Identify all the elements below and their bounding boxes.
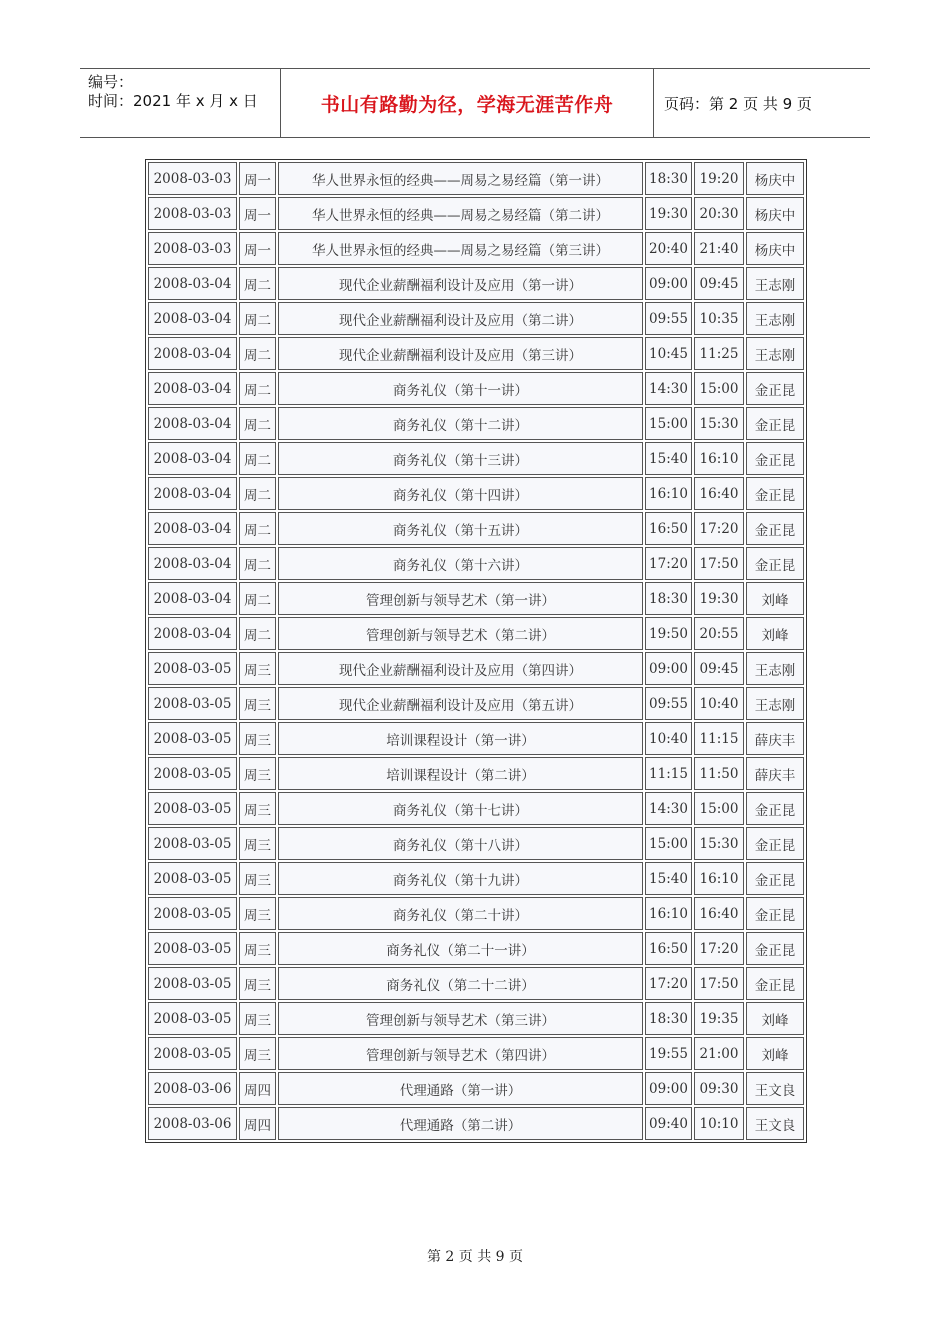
end-time-cell: 16:10	[694, 862, 744, 895]
course-title-cell: 代理通路（第一讲）	[278, 1072, 643, 1105]
teacher-cell: 刘峰	[746, 1002, 804, 1035]
header-page-info: 页码：第 2 页 共 9 页	[664, 94, 812, 113]
start-time-cell: 09:55	[645, 302, 692, 335]
teacher-cell: 刘峰	[746, 582, 804, 615]
date-cell: 2008-03-05	[148, 897, 237, 930]
start-time-cell: 20:40	[645, 232, 692, 265]
date-cell: 2008-03-05	[148, 687, 237, 720]
date-cell: 2008-03-04	[148, 617, 237, 650]
teacher-cell: 金正昆	[746, 477, 804, 510]
table-row	[148, 967, 804, 1000]
start-time-cell: 18:30	[645, 582, 692, 615]
course-title-cell: 培训课程设计（第二讲）	[278, 757, 643, 790]
table-row	[148, 442, 804, 475]
weekday-cell: 周三	[239, 932, 276, 965]
table-row	[148, 932, 804, 965]
start-time-cell: 09:40	[645, 1107, 692, 1140]
end-time-cell: 15:30	[694, 827, 744, 860]
date-cell: 2008-03-05	[148, 722, 237, 755]
date-cell: 2008-03-03	[148, 162, 237, 195]
date-cell: 2008-03-05	[148, 967, 237, 1000]
course-title-cell: 商务礼仪（第十八讲）	[278, 827, 643, 860]
start-time-cell: 17:20	[645, 967, 692, 1000]
course-title-cell: 管理创新与领导艺术（第二讲）	[278, 617, 643, 650]
date-cell: 2008-03-04	[148, 372, 237, 405]
weekday-cell: 周二	[239, 302, 276, 335]
weekday-cell: 周三	[239, 652, 276, 685]
course-title-cell: 现代企业薪酬福利设计及应用（第二讲）	[278, 302, 643, 335]
table-row	[148, 197, 804, 230]
table-row	[148, 337, 804, 370]
start-time-cell: 09:00	[645, 652, 692, 685]
table-row	[148, 512, 804, 545]
teacher-cell: 王志刚	[746, 652, 804, 685]
start-time-cell: 18:30	[645, 1002, 692, 1035]
table-row	[148, 1002, 804, 1035]
course-title-cell: 商务礼仪（第十四讲）	[278, 477, 643, 510]
start-time-cell: 09:55	[645, 687, 692, 720]
weekday-cell: 周二	[239, 477, 276, 510]
date-cell: 2008-03-04	[148, 547, 237, 580]
end-time-cell: 09:45	[694, 267, 744, 300]
table-row	[148, 267, 804, 300]
start-time-cell: 17:20	[645, 547, 692, 580]
teacher-cell: 金正昆	[746, 862, 804, 895]
end-time-cell: 19:30	[694, 582, 744, 615]
teacher-cell: 金正昆	[746, 372, 804, 405]
document-time-label: 时间：2021 年 x 月 x 日	[88, 92, 258, 110]
start-time-cell: 16:50	[645, 512, 692, 545]
course-title-cell: 商务礼仪（第十五讲）	[278, 512, 643, 545]
table-row	[148, 1072, 804, 1105]
date-cell: 2008-03-05	[148, 757, 237, 790]
teacher-cell: 薛庆丰	[746, 722, 804, 755]
date-cell: 2008-03-04	[148, 582, 237, 615]
weekday-cell: 周三	[239, 792, 276, 825]
end-time-cell: 17:50	[694, 547, 744, 580]
weekday-cell: 周一	[239, 162, 276, 195]
footer-page-number: 第 2 页 共 9 页	[426, 1249, 524, 1265]
teacher-cell: 王志刚	[746, 687, 804, 720]
end-time-cell: 16:40	[694, 477, 744, 510]
date-cell: 2008-03-04	[148, 407, 237, 440]
course-title-cell: 现代企业薪酬福利设计及应用（第三讲）	[278, 337, 643, 370]
end-time-cell: 15:00	[694, 792, 744, 825]
course-title-cell: 商务礼仪（第十九讲）	[278, 862, 643, 895]
teacher-cell: 刘峰	[746, 617, 804, 650]
course-title-cell: 华人世界永恒的经典——周易之易经篇（第一讲）	[278, 162, 643, 195]
course-title-cell: 商务礼仪（第十七讲）	[278, 792, 643, 825]
page-footer	[0, 1246, 950, 1266]
start-time-cell: 11:15	[645, 757, 692, 790]
teacher-cell: 金正昆	[746, 897, 804, 930]
course-title-cell: 现代企业薪酬福利设计及应用（第一讲）	[278, 267, 643, 300]
teacher-cell: 金正昆	[746, 792, 804, 825]
teacher-cell: 金正昆	[746, 932, 804, 965]
date-cell: 2008-03-04	[148, 442, 237, 475]
table-row	[148, 827, 804, 860]
table-row	[148, 1037, 804, 1070]
start-time-cell: 10:45	[645, 337, 692, 370]
weekday-cell: 周三	[239, 967, 276, 1000]
weekday-cell: 周二	[239, 407, 276, 440]
start-time-cell: 18:30	[645, 162, 692, 195]
start-time-cell: 16:10	[645, 477, 692, 510]
teacher-cell: 王志刚	[746, 267, 804, 300]
end-time-cell: 15:30	[694, 407, 744, 440]
course-title-cell: 商务礼仪（第十一讲）	[278, 372, 643, 405]
course-title-cell: 商务礼仪（第二十讲）	[278, 897, 643, 930]
weekday-cell: 周三	[239, 1002, 276, 1035]
end-time-cell: 10:40	[694, 687, 744, 720]
start-time-cell: 19:55	[645, 1037, 692, 1070]
course-title-cell: 商务礼仪（第十三讲）	[278, 442, 643, 475]
end-time-cell: 11:25	[694, 337, 744, 370]
weekday-cell: 周二	[239, 512, 276, 545]
course-schedule-table	[145, 159, 807, 1143]
table-row	[148, 582, 804, 615]
teacher-cell: 金正昆	[746, 967, 804, 1000]
weekday-cell: 周三	[239, 687, 276, 720]
start-time-cell: 10:40	[645, 722, 692, 755]
weekday-cell: 周二	[239, 617, 276, 650]
start-time-cell: 15:40	[645, 862, 692, 895]
teacher-cell: 薛庆丰	[746, 757, 804, 790]
course-title-cell: 现代企业薪酬福利设计及应用（第四讲）	[278, 652, 643, 685]
weekday-cell: 周四	[239, 1107, 276, 1140]
teacher-cell: 王志刚	[746, 337, 804, 370]
start-time-cell: 14:30	[645, 792, 692, 825]
end-time-cell: 09:30	[694, 1072, 744, 1105]
table-row	[148, 652, 804, 685]
end-time-cell: 16:10	[694, 442, 744, 475]
weekday-cell: 周三	[239, 862, 276, 895]
date-cell: 2008-03-05	[148, 827, 237, 860]
course-title-cell: 商务礼仪（第十六讲）	[278, 547, 643, 580]
weekday-cell: 周二	[239, 442, 276, 475]
end-time-cell: 17:50	[694, 967, 744, 1000]
course-title-cell: 华人世界永恒的经典——周易之易经篇（第三讲）	[278, 232, 643, 265]
end-time-cell: 11:15	[694, 722, 744, 755]
weekday-cell: 周二	[239, 372, 276, 405]
course-title-cell: 商务礼仪（第二十一讲）	[278, 932, 643, 965]
teacher-cell: 金正昆	[746, 547, 804, 580]
teacher-cell: 杨庆中	[746, 162, 804, 195]
table-row	[148, 1107, 804, 1140]
teacher-cell: 杨庆中	[746, 232, 804, 265]
course-title-cell: 管理创新与领导艺术（第四讲）	[278, 1037, 643, 1070]
weekday-cell: 周二	[239, 547, 276, 580]
course-title-cell: 代理通路（第二讲）	[278, 1107, 643, 1140]
table-row	[148, 862, 804, 895]
date-cell: 2008-03-06	[148, 1107, 237, 1140]
end-time-cell: 11:50	[694, 757, 744, 790]
weekday-cell: 周三	[239, 722, 276, 755]
start-time-cell: 19:50	[645, 617, 692, 650]
date-cell: 2008-03-06	[148, 1072, 237, 1105]
date-cell: 2008-03-05	[148, 1002, 237, 1035]
end-time-cell: 10:35	[694, 302, 744, 335]
start-time-cell: 19:30	[645, 197, 692, 230]
date-cell: 2008-03-05	[148, 792, 237, 825]
weekday-cell: 周一	[239, 232, 276, 265]
table-row	[148, 372, 804, 405]
table-row	[148, 687, 804, 720]
weekday-cell: 周三	[239, 897, 276, 930]
end-time-cell: 20:55	[694, 617, 744, 650]
date-cell: 2008-03-05	[148, 652, 237, 685]
schedule-body	[148, 162, 804, 1140]
header-motto: 书山有路勤为径，学海无涯苦作舟	[281, 69, 654, 137]
header-meta	[80, 69, 281, 137]
teacher-cell: 刘峰	[746, 1037, 804, 1070]
table-row	[148, 617, 804, 650]
table-row	[148, 757, 804, 790]
course-title-cell: 商务礼仪（第十二讲）	[278, 407, 643, 440]
end-time-cell: 10:10	[694, 1107, 744, 1140]
start-time-cell: 15:00	[645, 827, 692, 860]
end-time-cell: 17:20	[694, 512, 744, 545]
table-row	[148, 547, 804, 580]
end-time-cell: 20:30	[694, 197, 744, 230]
course-title-cell: 现代企业薪酬福利设计及应用（第五讲）	[278, 687, 643, 720]
start-time-cell: 09:00	[645, 1072, 692, 1105]
course-title-cell: 管理创新与领导艺术（第三讲）	[278, 1002, 643, 1035]
date-cell: 2008-03-04	[148, 512, 237, 545]
table-row	[148, 477, 804, 510]
teacher-cell: 杨庆中	[746, 197, 804, 230]
teacher-cell: 王文良	[746, 1107, 804, 1140]
table-row	[148, 232, 804, 265]
end-time-cell: 21:00	[694, 1037, 744, 1070]
start-time-cell: 15:40	[645, 442, 692, 475]
course-title-cell: 培训课程设计（第一讲）	[278, 722, 643, 755]
table-row	[148, 722, 804, 755]
date-cell: 2008-03-04	[148, 477, 237, 510]
end-time-cell: 19:35	[694, 1002, 744, 1035]
weekday-cell: 周二	[239, 582, 276, 615]
weekday-cell: 周三	[239, 1037, 276, 1070]
table-row	[148, 162, 804, 195]
table-row	[148, 407, 804, 440]
start-time-cell: 16:10	[645, 897, 692, 930]
table-row	[148, 897, 804, 930]
end-time-cell: 21:40	[694, 232, 744, 265]
date-cell: 2008-03-05	[148, 932, 237, 965]
weekday-cell: 周四	[239, 1072, 276, 1105]
teacher-cell: 金正昆	[746, 407, 804, 440]
page-header	[80, 68, 870, 138]
end-time-cell: 15:00	[694, 372, 744, 405]
date-cell: 2008-03-04	[148, 302, 237, 335]
end-time-cell: 16:40	[694, 897, 744, 930]
end-time-cell: 09:45	[694, 652, 744, 685]
weekday-cell: 周三	[239, 757, 276, 790]
date-cell: 2008-03-03	[148, 232, 237, 265]
table-row	[148, 792, 804, 825]
course-title-cell: 华人世界永恒的经典——周易之易经篇（第二讲）	[278, 197, 643, 230]
weekday-cell: 周一	[239, 197, 276, 230]
weekday-cell: 周三	[239, 827, 276, 860]
teacher-cell: 王文良	[746, 1072, 804, 1105]
document-number-label: 编号：	[88, 73, 134, 91]
course-title-cell: 商务礼仪（第二十二讲）	[278, 967, 643, 1000]
weekday-cell: 周二	[239, 267, 276, 300]
date-cell: 2008-03-04	[148, 337, 237, 370]
teacher-cell: 金正昆	[746, 512, 804, 545]
start-time-cell: 16:50	[645, 932, 692, 965]
date-cell: 2008-03-05	[148, 1037, 237, 1070]
date-cell: 2008-03-03	[148, 197, 237, 230]
teacher-cell: 金正昆	[746, 442, 804, 475]
start-time-cell: 15:00	[645, 407, 692, 440]
course-title-cell: 管理创新与领导艺术（第一讲）	[278, 582, 643, 615]
start-time-cell: 14:30	[645, 372, 692, 405]
table-row	[148, 302, 804, 335]
teacher-cell: 金正昆	[746, 827, 804, 860]
weekday-cell: 周二	[239, 337, 276, 370]
end-time-cell: 17:20	[694, 932, 744, 965]
end-time-cell: 19:20	[694, 162, 744, 195]
date-cell: 2008-03-04	[148, 267, 237, 300]
start-time-cell: 09:00	[645, 267, 692, 300]
teacher-cell: 王志刚	[746, 302, 804, 335]
date-cell: 2008-03-05	[148, 862, 237, 895]
